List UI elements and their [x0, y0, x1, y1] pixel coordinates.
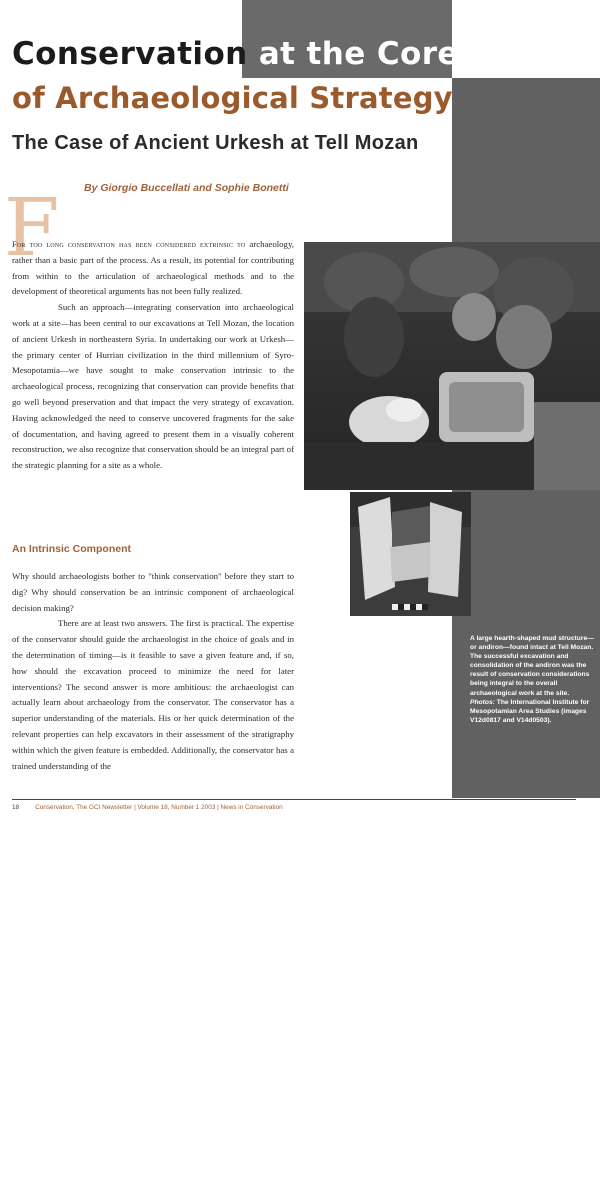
- article-title-line2: of Archaeological Strategy: [12, 81, 453, 115]
- paragraph-1-lead-in: For too long conservation has been considered extrinsic to: [12, 240, 246, 249]
- paragraph-1: [12, 237, 294, 300]
- article-title-line1: [12, 36, 459, 72]
- paragraph-4: There are at least two answers. The first is practical. The expertise of the conservator should guide the archaeologist in the choice of goals and in the determination of timing—is it feasible to save a given feature and, if so, how should the excavation proceed to minimize the need for later interventions? The second answer is more ambitious: the archaeologist can actually learn about archaeology from the conservator. The conservator has a superior understanding of the materials. His or her quick determination of the relevant properties can help excavators in their assessment of the stratigraphy within which the given feature is embedded. Additionally, the conservator has a trained understanding of the: [12, 618, 294, 771]
- caption-photos-label: Photos:: [470, 698, 495, 706]
- title-word-conservation: Conservation: [12, 36, 248, 72]
- caption-text: A large hearth-shaped mud structure—or andiron—found intact at Tell Mozan. The successful excavation and consolidation of the andiron was the result of conservation considerations being integral to the overall archaeological work at the site.: [470, 635, 594, 697]
- page-number: 18: [12, 804, 20, 811]
- section-heading: An Intrinsic Component: [12, 543, 131, 555]
- andiron-photo: [350, 492, 471, 616]
- publication-info: Conservation, The GCI Newsletter | Volume 18, Number 1 2003 | News in Conservation: [35, 804, 283, 811]
- photo-caption: [470, 634, 594, 725]
- intro-text-block: [12, 237, 294, 474]
- page-footer: [12, 804, 283, 811]
- caption-credit: The International Institute for Mesopotamian Area Studies (images V12d0817 and V14d0503).: [470, 698, 590, 724]
- title-phrase-at-the-core: at the Core: [258, 36, 459, 72]
- byline: By Giorgio Buccellati and Sophie Bonetti: [84, 182, 289, 194]
- paragraph-3: Why should archaeologists bother to "think conservation" before they start to dig? Why should conservation be an intrinsic component of archaeological decision making?: [12, 571, 294, 613]
- excavation-photo: [304, 242, 600, 490]
- paragraph-1-body: archaeology, rather than a basic part of the process. As a result, its potential for contributing from within to the articulation of archaeological methods and to the development of theoretical arguments has not been fully realized.: [12, 239, 294, 297]
- section-text-block: [12, 569, 294, 774]
- article-subtitle: The Case of Ancient Urkesh at Tell Mozan: [12, 132, 419, 154]
- footer-rule: [12, 799, 576, 800]
- drop-cap: F: [4, 181, 60, 274]
- paragraph-2: Such an approach—integrating conservation into archaeological work at a site—has been central to our excavations at Tell Mozan, the location of ancient Urkesh in northeastern Syria. In undertaking our work at Urkesh—the primary center of Hurrian civilization in the third millennium of Syro-Mesopotamia—we have sought to make conservation intrinsic to the archaeological process, recognizing that conservation can provide benefits that go well beyond preservation and that impact the very strategy of excavation. Having acknowledged the need to conserve uncovered fragments for the sake of documentation, and having agreed to present them in a visually coherent reconstruction, we also recognize that conservation should be an integral part of the strategic planning for a site as a whole.: [12, 302, 294, 471]
